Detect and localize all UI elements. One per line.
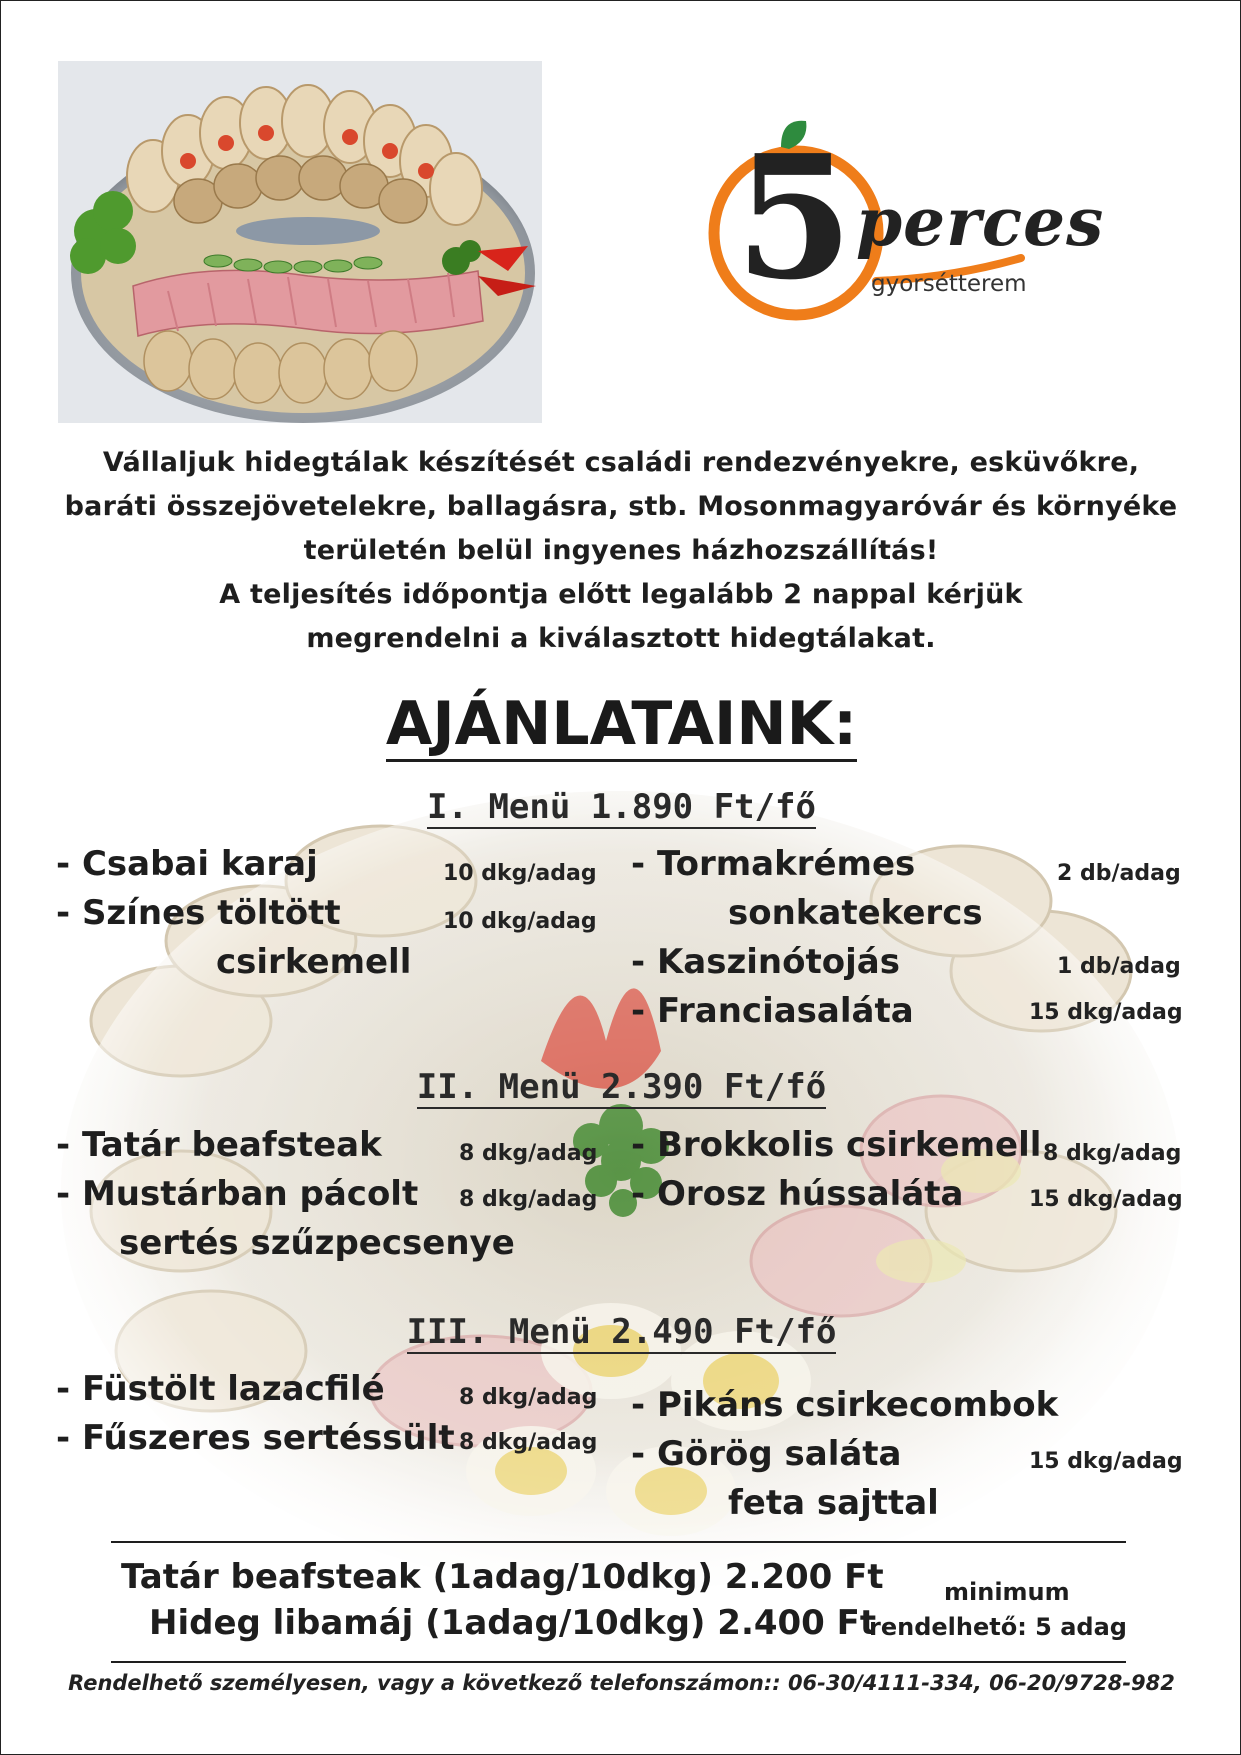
menu-3-left-item-2: - Fűszeres sertéssült bbox=[56, 1418, 455, 1458]
logo-word: perces bbox=[856, 183, 1105, 261]
menu-2-title-text: II. Menü 2.390 Ft/fő bbox=[416, 1067, 827, 1107]
menu-1-title-text: I. Menü 1.890 Ft/fő bbox=[427, 787, 816, 827]
special-tatar: Tatár beafsteak (1adag/10dkg) 2.200 Ft bbox=[121, 1557, 884, 1597]
menu-2-right-item-2-qty: 15 dkg/adag bbox=[1029, 1187, 1183, 1212]
menu-1-right-item-2-qty: 1 db/adag bbox=[1057, 954, 1181, 979]
special-libamaj: Hideg libamáj (1adag/10dkg) 2.400 Ft bbox=[149, 1603, 877, 1643]
minimum-label: minimum bbox=[944, 1578, 1070, 1606]
restaurant-logo bbox=[691, 113, 1105, 333]
menu-3-left-item-2-qty: 8 dkg/adag bbox=[459, 1430, 598, 1455]
menu-2-right-item-2: - Orosz hússaláta bbox=[631, 1174, 964, 1214]
intro-line: Vállaljuk hidegtálak készítését családi rendezvényekre, esküvőkre, bbox=[102, 447, 1140, 478]
menu-3-title bbox=[1, 1312, 1241, 1352]
menu-2-right-item-1: - Brokkolis csirkemell bbox=[631, 1125, 1042, 1165]
divider-top bbox=[111, 1541, 1126, 1543]
menu-2-right-item-1-qty: 8 dkg/adag bbox=[1043, 1141, 1182, 1166]
menu-1-right-item-1-qty: 2 db/adag bbox=[1057, 861, 1181, 886]
menu-3-right-item-2: - Görög saláta bbox=[631, 1434, 902, 1474]
logo-subtitle: gyorsétterem bbox=[871, 271, 1027, 297]
menu-1-left-item-2-qty: 10 dkg/adag bbox=[443, 909, 597, 934]
intro-line: területén belül ingyenes házhozszállítás! bbox=[303, 535, 939, 566]
menu-2-title bbox=[1, 1067, 1241, 1107]
platter-photo bbox=[58, 61, 542, 423]
menu-1-left-item-1-qty: 10 dkg/adag bbox=[443, 861, 597, 886]
logo-number: 5 bbox=[735, 118, 854, 318]
menu-3-right-item-2-cont: feta sajttal bbox=[728, 1483, 939, 1523]
menu-3-right-item-1: - Pikáns csirkecombok bbox=[631, 1385, 1059, 1425]
minimum-order: rendelhető: 5 adag bbox=[869, 1613, 1127, 1641]
intro-line: baráti összejövetelekre, ballagásra, stb. Mosonmagyaróvár és környéke bbox=[64, 491, 1178, 522]
intro-line: megrendelni a kiválasztott hidegtálakat. bbox=[306, 623, 936, 654]
menu-1-right-item-1-cont: sonkatekercs bbox=[728, 893, 983, 933]
contact-footer: Rendelhető személyesen, vagy a következő telefonszámon:: 06-30/4111-334, 06-20/9728-982 bbox=[68, 1671, 1175, 1695]
menu-1-left-item-1: - Csabai karaj bbox=[56, 844, 318, 884]
intro-line: A teljesítés időpontja előtt legalább 2 nappal kérjük bbox=[219, 579, 1023, 610]
menu-2-left-item-2: - Mustárban pácolt bbox=[56, 1174, 419, 1214]
divider-bottom bbox=[111, 1661, 1126, 1663]
menu-1-right-item-2: - Kaszinótojás bbox=[631, 942, 900, 982]
menu-3-left-item-1: - Füstölt lazacfilé bbox=[56, 1369, 385, 1409]
menu-2-left-item-1: - Tatár beafsteak bbox=[56, 1125, 382, 1165]
menu-1-right-item-3: - Franciasaláta bbox=[631, 991, 914, 1031]
intro-text bbox=[41, 441, 1201, 661]
menu-3-left-item-1-qty: 8 dkg/adag bbox=[459, 1385, 598, 1410]
offers-headline bbox=[1, 689, 1241, 759]
menu-1-right-item-1: - Tormakrémes bbox=[631, 844, 916, 884]
menu-1-left-item-2: - Színes töltött bbox=[56, 893, 341, 933]
menu-1-right-item-3-qty: 15 dkg/adag bbox=[1029, 1000, 1183, 1025]
menu-3-right-item-2-qty: 15 dkg/adag bbox=[1029, 1449, 1183, 1474]
menu-1-title bbox=[1, 787, 1241, 827]
menu-2-left-item-1-qty: 8 dkg/adag bbox=[459, 1141, 598, 1166]
menu-3-title-text: III. Menü 2.490 Ft/fő bbox=[406, 1312, 837, 1352]
menu-1-left-item-2-cont: csirkemell bbox=[216, 942, 412, 982]
menu-2-left-item-2-qty: 8 dkg/adag bbox=[459, 1187, 598, 1212]
offers-headline-text: AJÁNLATAINK: bbox=[386, 689, 857, 762]
menu-2-left-item-2-cont: sertés szűzpecsenye bbox=[119, 1223, 515, 1263]
